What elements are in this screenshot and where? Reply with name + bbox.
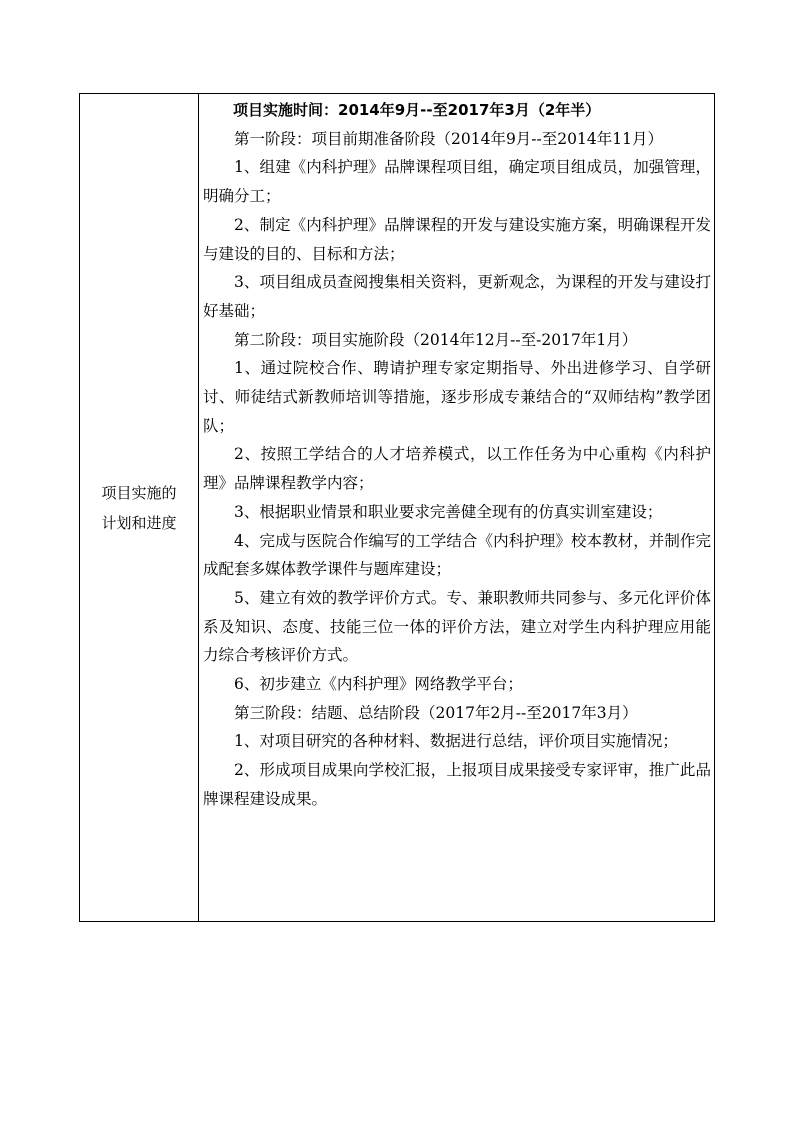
- phase-1-heading: 第一阶段：项目前期准备阶段（2014年9月--至2014年11月）: [234, 129, 663, 148]
- label-cell: [80, 94, 198, 921]
- phase-2-item-3: 3、根据职业情景和职业要求完善健全现有的仿真实训室建设；: [234, 502, 663, 521]
- implementation-period: 项目实施时间：2014年9月--至2017年3月（2年半）: [233, 101, 601, 119]
- column-divider: [198, 94, 199, 921]
- phase-2-item-6: 6、初步建立《内科护理》网络教学平台；: [234, 675, 523, 694]
- phase-3-item-2: 2、形成项目成果向学校汇报，上报项目成果接受专家评审，推广此品牌课程建设成果。: [203, 761, 711, 808]
- phase-2-item-5: 5、建立有效的教学评价方式。专、兼职教师共同参与、多元化评价体系及知识、态度、技能三位一体的评价方法，建立对学生内科护理应用能力综合考核评价方式。: [203, 588, 711, 665]
- row-label: [84, 478, 194, 538]
- plan-table: [79, 93, 715, 922]
- phase-2-heading: 第二阶段：项目实施阶段（2014年12月--至-2017年1月）: [234, 330, 638, 349]
- content-cell: [203, 96, 711, 814]
- row-label-line-2: 计划和进度: [101, 513, 177, 532]
- phase-1-item-1: 1、组建《内科护理》品牌课程项目组，确定项目组成员，加强管理，明确分工；: [203, 158, 711, 206]
- phase-1-item-3: 3、项目组成员查阅搜集相关资料，更新观念，为课程的开发与建设打好基础；: [203, 273, 711, 320]
- phase-3-item-1: 1、对项目研究的各种材料、数据进行总结，评价项目实施情况；: [234, 732, 678, 751]
- phase-2-item-1: 1、通过院校合作、聘请护理专家定期指导、外出进修学习、自学研讨、师徒结式新教师培训等措施，逐步形成专兼结合的“双师结构”教学团队；: [203, 359, 711, 435]
- phase-1-item-2: 2、制定《内科护理》品牌课程的开发与建设实施方案，明确课程开发与建设的目的、目标和方法；: [203, 215, 711, 263]
- phase-3-heading: 第三阶段：结题、总结阶段（2017年2月--至2017年3月）: [234, 703, 638, 722]
- row-label-line-1: 项目实施的: [101, 483, 177, 502]
- phase-2-item-2: 2、按照工学结合的人才培养模式，以工作任务为中心重构《内科护理》品牌课程教学内容；: [203, 445, 711, 493]
- phase-2-item-4: 4、完成与医院合作编写的工学结合《内科护理》校本教材，并制作完成配套多媒体教学课件与题库建设；: [203, 531, 711, 579]
